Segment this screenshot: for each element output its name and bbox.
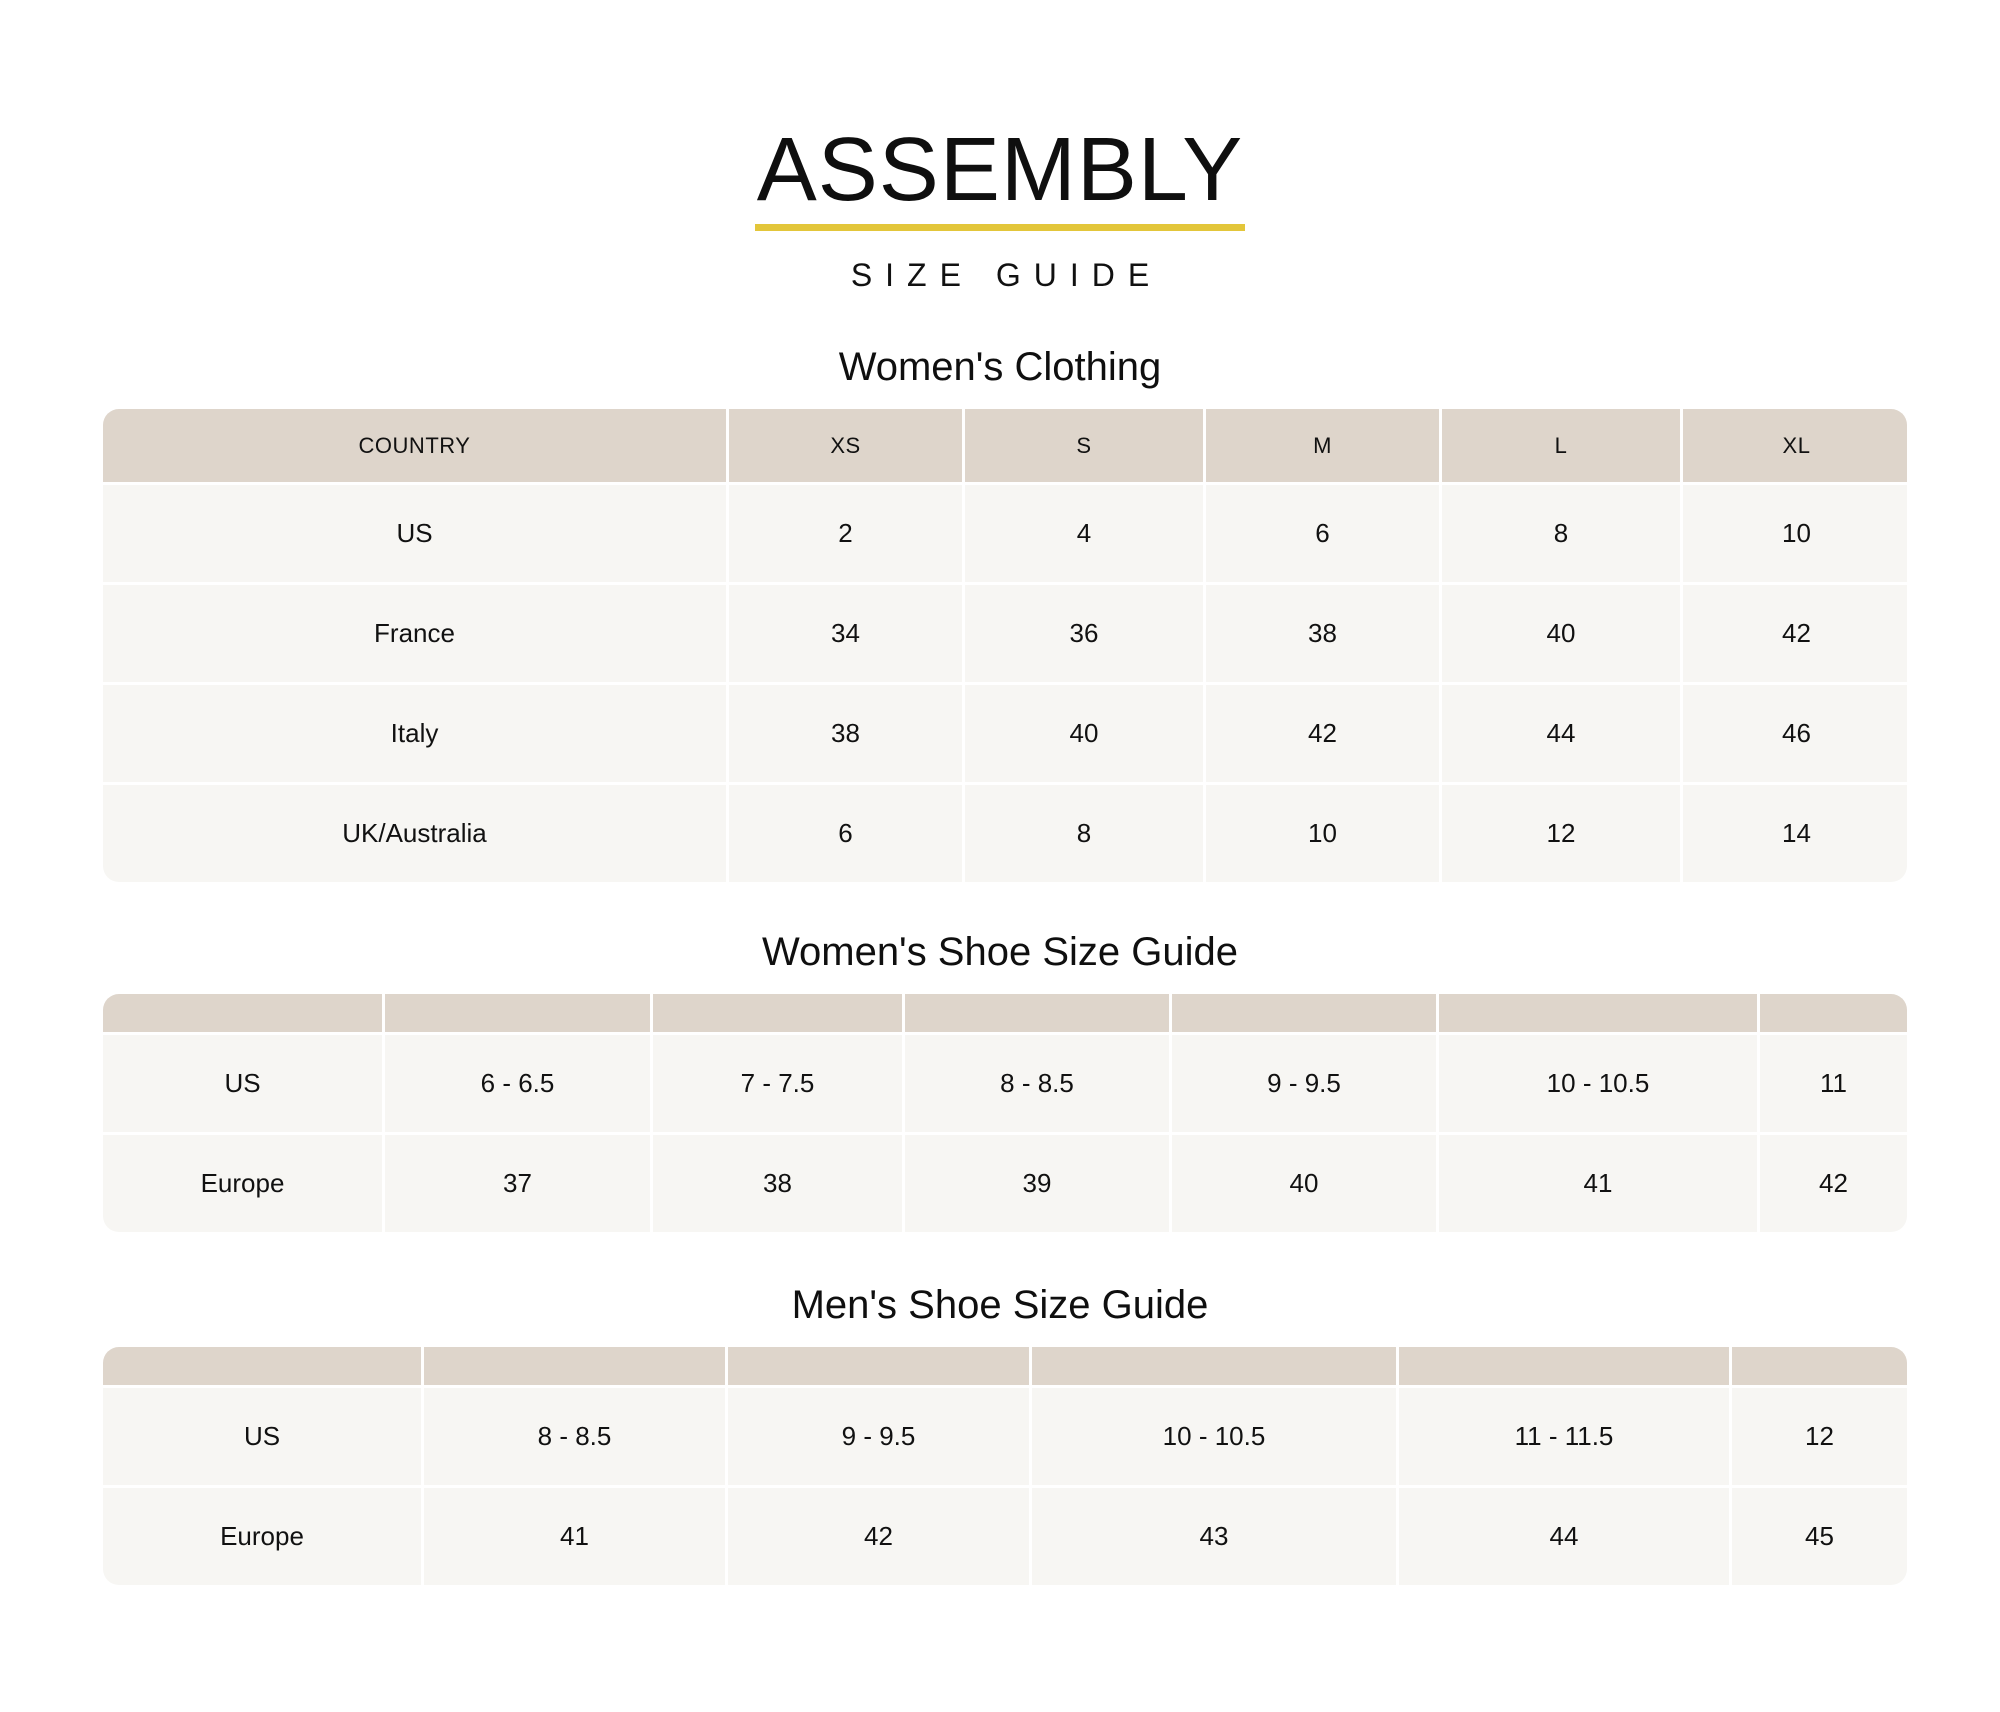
section-title-womens-shoes: Women's Shoe Size Guide — [761, 930, 1239, 974]
size-cell: 43 — [1032, 1488, 1396, 1585]
size-cell: 9 - 9.5 — [728, 1388, 1029, 1485]
size-cell: 44 — [1399, 1488, 1729, 1585]
size-cell: 41 — [1439, 1135, 1757, 1232]
size-cell: 8 - 8.5 — [905, 1035, 1169, 1132]
size-cell: 42 — [1206, 685, 1439, 782]
header-cell — [728, 1347, 1029, 1385]
size-cell: 38 — [729, 685, 962, 782]
size-cell: 39 — [905, 1135, 1169, 1232]
size-cell: 10 - 10.5 — [1032, 1388, 1396, 1485]
country-cell: Europe — [103, 1135, 382, 1232]
size-cell: 9 - 9.5 — [1172, 1035, 1436, 1132]
size-cell: 12 — [1442, 785, 1680, 882]
country-cell: US — [103, 1388, 421, 1485]
size-cell: 4 — [965, 485, 1203, 582]
size-cell: 6 - 6.5 — [385, 1035, 650, 1132]
size-cell: 45 — [1732, 1488, 1907, 1585]
header-cell — [653, 994, 902, 1032]
size-cell: 40 — [1442, 585, 1680, 682]
header-cell — [103, 994, 382, 1032]
size-cell: 7 - 7.5 — [653, 1035, 902, 1132]
header-cell — [103, 1347, 421, 1385]
size-cell: 12 — [1732, 1388, 1907, 1485]
logo-text: ASSEMBLY — [756, 120, 1244, 220]
size-cell: 46 — [1683, 685, 1907, 782]
header-cell — [1439, 994, 1757, 1032]
size-cell: 14 — [1683, 785, 1907, 882]
size-cell: 40 — [965, 685, 1203, 782]
page-subtitle: SIZE GUIDE — [850, 257, 1163, 293]
size-cell: 38 — [653, 1135, 902, 1232]
size-cell: 6 — [1206, 485, 1439, 582]
size-cell: 10 — [1206, 785, 1439, 882]
size-cell: 41 — [424, 1488, 725, 1585]
header-cell — [385, 994, 650, 1032]
size-cell: 40 — [1172, 1135, 1436, 1232]
header-cell: M — [1206, 409, 1439, 482]
country-cell: US — [103, 485, 726, 582]
size-cell: 36 — [965, 585, 1203, 682]
size-cell: 38 — [1206, 585, 1439, 682]
section-title-mens-shoes: Men's Shoe Size Guide — [791, 1283, 1209, 1327]
size-cell: 42 — [1683, 585, 1907, 682]
country-cell: US — [103, 1035, 382, 1132]
header-cell: L — [1442, 409, 1680, 482]
size-cell: 11 - 11.5 — [1399, 1388, 1729, 1485]
size-cell: 10 - 10.5 — [1439, 1035, 1757, 1132]
section-title-womens-clothing: Women's Clothing — [838, 345, 1162, 389]
country-cell: UK/Australia — [103, 785, 726, 882]
size-cell: 34 — [729, 585, 962, 682]
size-cell: 37 — [385, 1135, 650, 1232]
mens-shoe-table — [103, 1347, 1907, 1585]
header-cell: XL — [1683, 409, 1907, 482]
header-cell — [1399, 1347, 1729, 1385]
womens-clothing-table — [103, 409, 1907, 882]
size-cell: 8 — [965, 785, 1203, 882]
header-cell — [1732, 1347, 1907, 1385]
size-cell: 8 - 8.5 — [424, 1388, 725, 1485]
brand-header — [0, 120, 2000, 294]
country-cell: Europe — [103, 1488, 421, 1585]
header-cell: XS — [729, 409, 962, 482]
size-cell: 11 — [1760, 1035, 1907, 1132]
size-cell: 44 — [1442, 685, 1680, 782]
size-cell: 42 — [728, 1488, 1029, 1585]
logo — [755, 120, 1246, 231]
header-cell: COUNTRY — [103, 409, 726, 482]
header-cell — [1760, 994, 1907, 1032]
header-cell — [1032, 1347, 1396, 1385]
header-cell: S — [965, 409, 1203, 482]
size-cell: 8 — [1442, 485, 1680, 582]
size-cell: 2 — [729, 485, 962, 582]
header-cell — [1172, 994, 1436, 1032]
country-cell: France — [103, 585, 726, 682]
header-cell — [905, 994, 1169, 1032]
header-cell — [424, 1347, 725, 1385]
country-cell: Italy — [103, 685, 726, 782]
size-cell: 42 — [1760, 1135, 1907, 1232]
logo-underline — [755, 224, 1246, 231]
size-cell: 10 — [1683, 485, 1907, 582]
womens-shoe-table — [103, 994, 1907, 1232]
size-cell: 6 — [729, 785, 962, 882]
